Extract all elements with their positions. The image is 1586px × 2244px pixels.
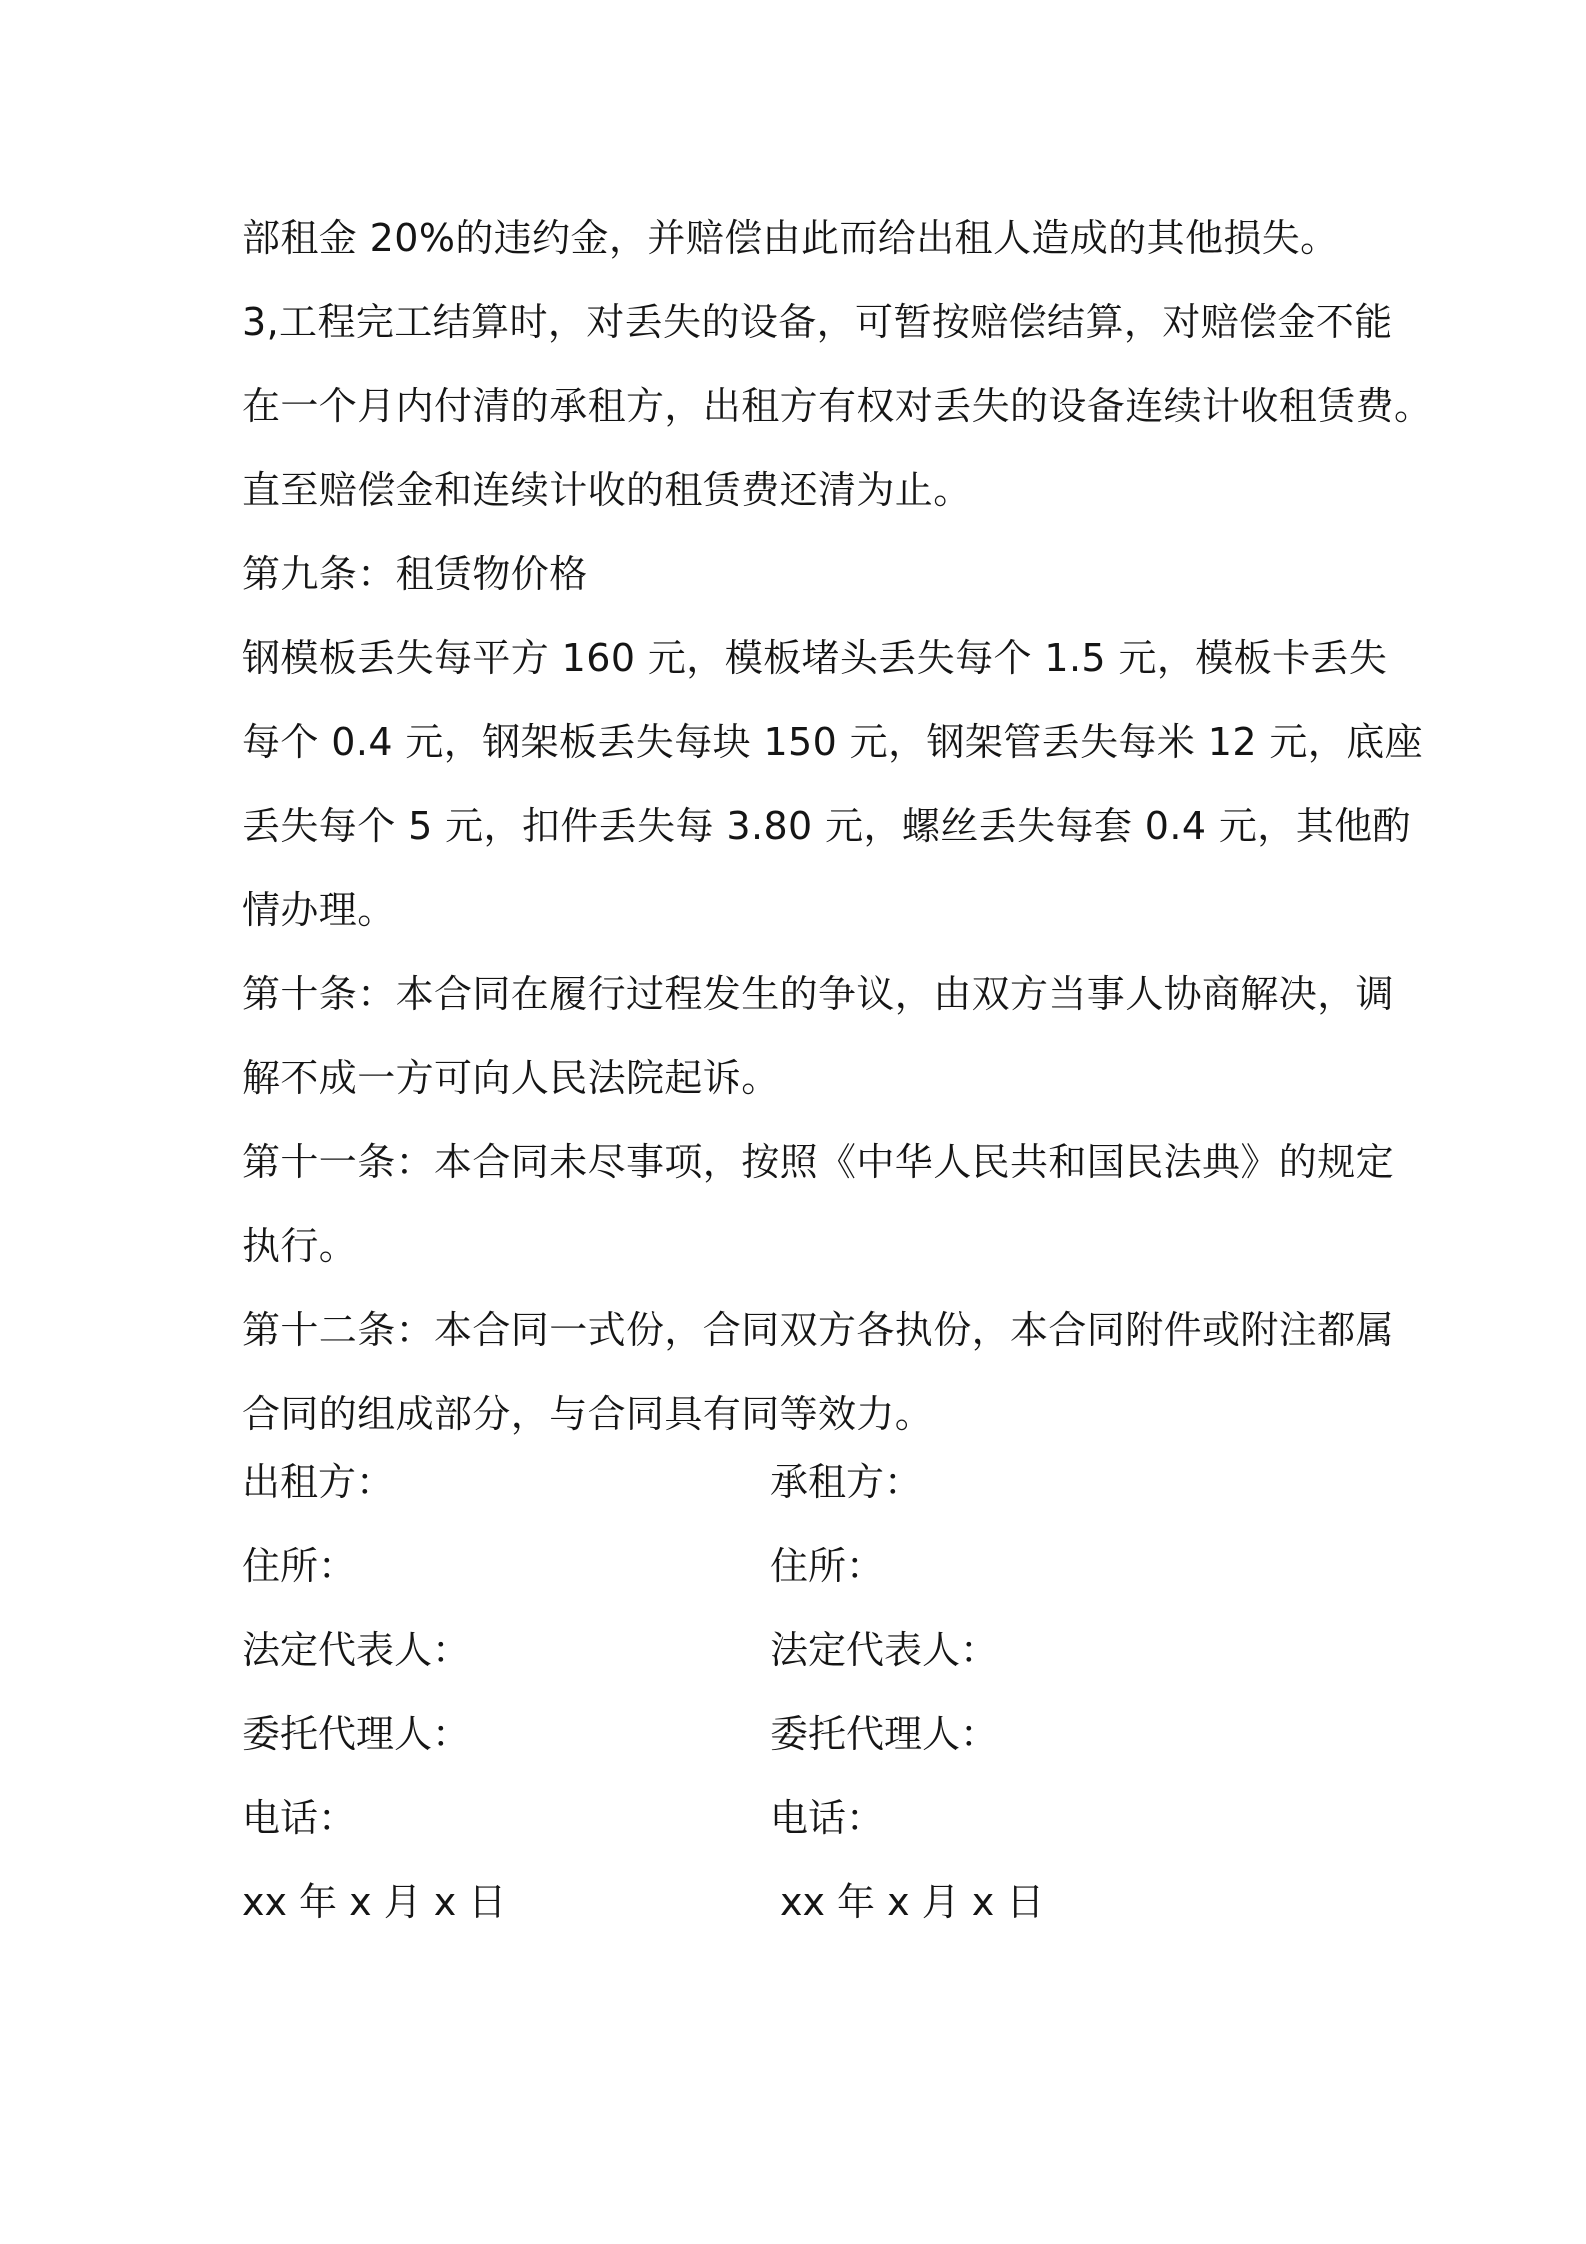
lessee-agent-label: 委托代理人： bbox=[770, 1712, 999, 1756]
text-line: 合同的组成部分，与合同具有同等效力。 bbox=[242, 1392, 934, 1436]
lessor-date: xx 年 x 月 x 日 bbox=[242, 1880, 507, 1924]
article-10-line: 第十条：本合同在履行过程发生的争议，由双方当事人协商解决，调 bbox=[242, 972, 1395, 1016]
signature-row-address bbox=[242, 1524, 1392, 1608]
article-9-heading: 第九条：租赁物价格 bbox=[242, 552, 588, 596]
lessor-label: 出租方： bbox=[242, 1460, 395, 1504]
text-line: 部租金 20%的违约金，并赔偿由此而给出租人造成的其他损失。 bbox=[242, 216, 1339, 260]
text-line: 每个 0.4 元，钢架板丢失每块 150 元，钢架管丢失每米 12 元，底座 bbox=[242, 720, 1423, 764]
signature-row-phone bbox=[242, 1776, 1392, 1860]
signature-block bbox=[242, 1440, 1392, 1944]
contract-body bbox=[242, 196, 1433, 1456]
article-11-line: 第十一条：本合同未尽事项，按照《中华人民共和国民法典》的规定 bbox=[242, 1140, 1395, 1184]
text-line: 情办理。 bbox=[242, 888, 396, 932]
text-line: 解不成一方可向人民法院起诉。 bbox=[242, 1056, 780, 1100]
lessor-legal-rep-label: 法定代表人： bbox=[242, 1628, 471, 1672]
lessor-phone-label: 电话： bbox=[242, 1796, 357, 1840]
signature-row-agent bbox=[242, 1692, 1392, 1776]
signature-row-legal-rep bbox=[242, 1608, 1392, 1692]
text-line: 丢失每个 5 元，扣件丢失每 3.80 元，螺丝丢失每套 0.4 元，其他酌 bbox=[242, 804, 1411, 848]
lessee-date: xx 年 x 月 x 日 bbox=[780, 1880, 1045, 1924]
lessor-agent-label: 委托代理人： bbox=[242, 1712, 471, 1756]
article-12-line: 第十二条：本合同一式份，合同双方各执份，本合同附件或附注都属 bbox=[242, 1308, 1395, 1352]
signature-row-party bbox=[242, 1440, 1392, 1524]
lessor-address-label: 住所： bbox=[242, 1544, 357, 1588]
lessee-phone-label: 电话： bbox=[770, 1796, 885, 1840]
lessee-label: 承租方： bbox=[770, 1460, 923, 1504]
text-line: 直至赔偿金和连续计收的租赁费还清为止。 bbox=[242, 468, 972, 512]
lessee-legal-rep-label: 法定代表人： bbox=[770, 1628, 999, 1672]
text-line: 3,工程完工结算时，对丢失的设备，可暂按赔偿结算，对赔偿金不能 bbox=[242, 300, 1393, 344]
lessee-address-label: 住所： bbox=[770, 1544, 885, 1588]
text-line: 钢模板丢失每平方 160 元，模板堵头丢失每个 1.5 元，模板卡丢失 bbox=[242, 636, 1388, 680]
signature-row-date bbox=[242, 1860, 1392, 1944]
text-line: 在一个月内付清的承租方，出租方有权对丢失的设备连续计收租赁费。 bbox=[242, 384, 1433, 428]
text-line: 执行。 bbox=[242, 1224, 358, 1268]
